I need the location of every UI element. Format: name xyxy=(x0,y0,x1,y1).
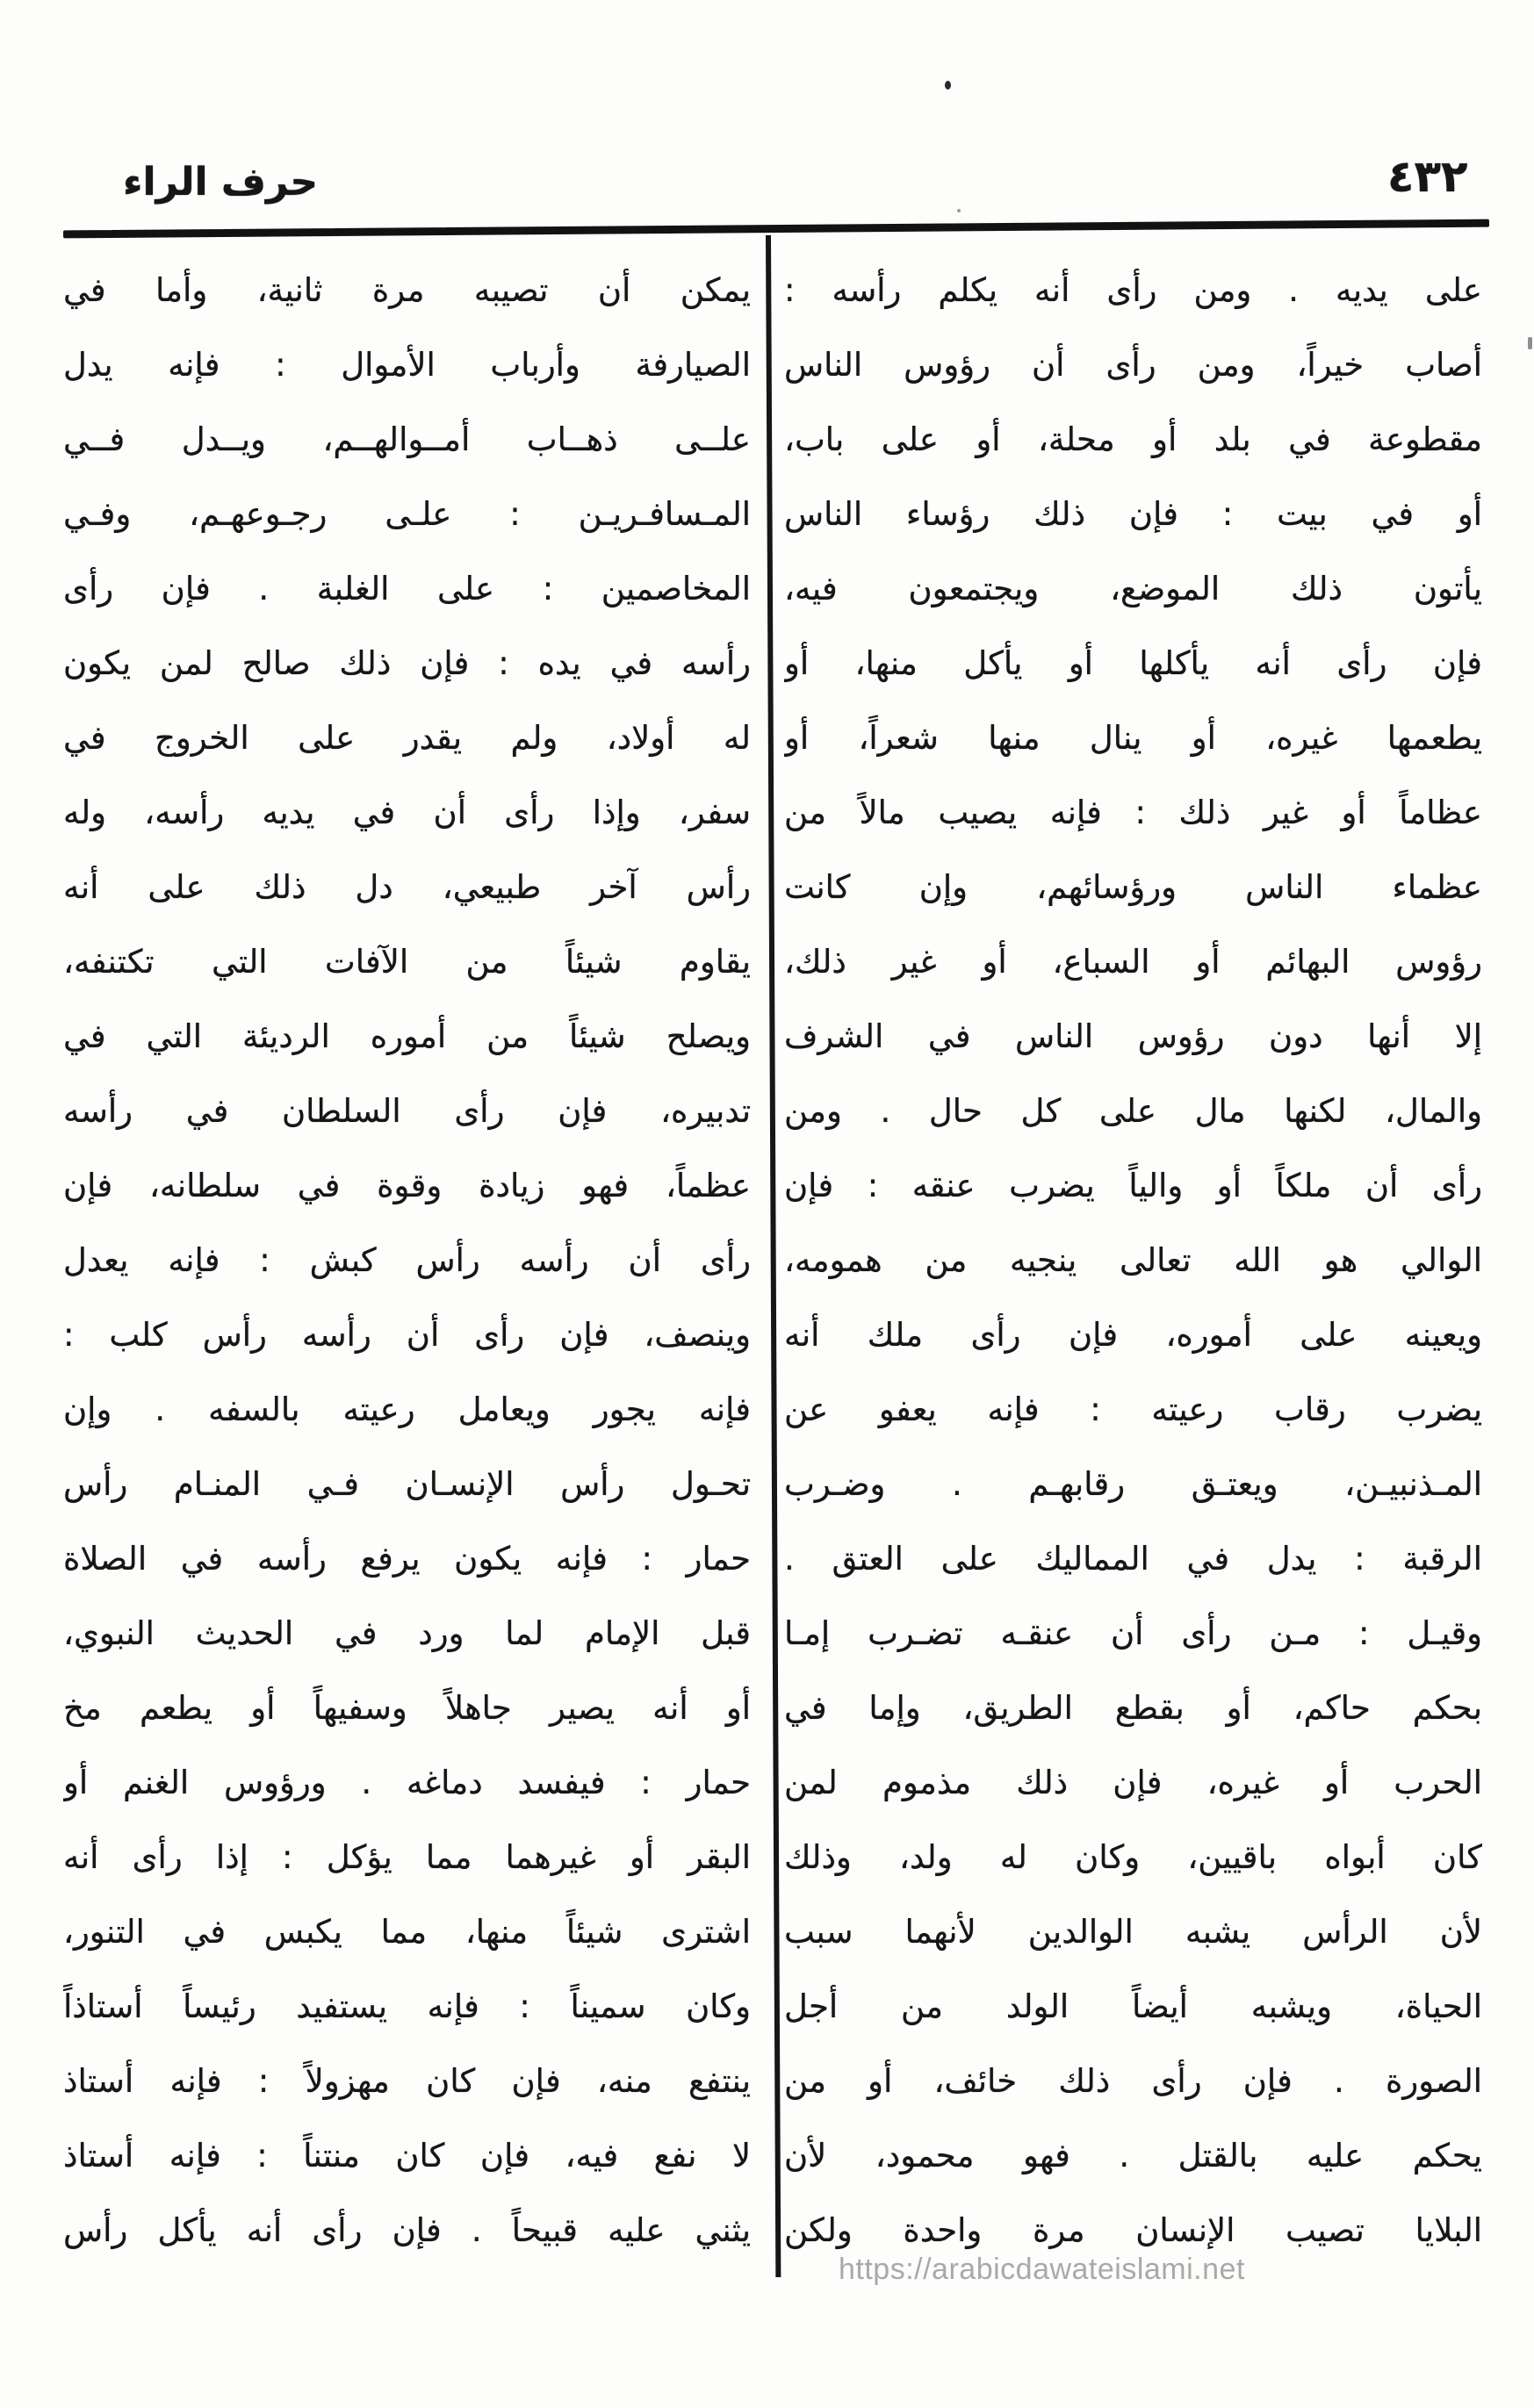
text-line: يمكن أن تصيبه مرة ثانية، وأما في xyxy=(63,271,751,309)
text-line: اشترى شيئاً منها، مما يكبس في التنور، xyxy=(63,1913,751,1951)
page-number: ٤٣٢ xyxy=(1387,151,1468,202)
text-line: يأتون ذلك الموضع، ويجتمعون فيه، xyxy=(784,570,1482,607)
column-divider-rule xyxy=(766,235,781,2277)
text-line: له أولاد، ولم يقدر على الخروج في xyxy=(63,719,751,757)
text-line: قبل الإمام لما ورد في الحديث النبوي، xyxy=(63,1614,751,1652)
text-line: رأى أن رأسه رأس كبش : فإنه يعدل xyxy=(63,1241,751,1279)
watermark-url: https://arabicdawateislami.net xyxy=(839,2253,1245,2286)
text-line: فإن رأى أنه يأكلها أو يأكل منها، أو xyxy=(784,644,1482,682)
text-line: حمار : فيفسد دماغه . ورؤوس الغنم أو xyxy=(63,1764,751,1801)
text-line: الرقبة : يدل في المماليك على العتق . xyxy=(784,1540,1482,1578)
header-rule xyxy=(63,219,1489,239)
text-line: الحرب أو غيره، فإن ذلك مذموم لمن xyxy=(784,1764,1482,1801)
text-line: عظماً، فهو زيادة وقوة في سلطانه، فإن xyxy=(63,1167,751,1204)
text-line: الصيارفة وأرباب الأموال : فإنه يدل xyxy=(63,346,751,384)
text-column-first xyxy=(784,253,1482,2268)
text-line: يحكم عليه بالقتل . فهو محمود، لأن xyxy=(784,2137,1482,2174)
ink-speck xyxy=(957,209,961,212)
text-line: وينصف، فإن رأى أن رأسه رأس كلب : xyxy=(63,1316,751,1354)
text-line: مقطوعة في بلد أو محلة، أو على باب، xyxy=(784,421,1482,458)
text-line: على يديه . ومن رأى أنه يكلم رأسه : xyxy=(784,271,1482,309)
text-line: البلايا تصيب الإنسان مرة واحدة ولكن xyxy=(784,2211,1482,2249)
text-line: يضرب رقاب رعيته : فإنه يعفو عن xyxy=(784,1391,1482,1428)
text-line: كان أبواه باقيين، وكان له ولد، وذلك xyxy=(784,1838,1482,1876)
text-line: الصورة . فإن رأى ذلك خائف، أو من xyxy=(784,2062,1482,2100)
text-line: الحياة، ويشبه أيضاً الولد من أجل xyxy=(784,1987,1482,2025)
text-line: والمال، لكنها مال على كل حال . ومن xyxy=(784,1092,1482,1130)
text-line: الوالي هو الله تعالى ينجيه من همومه، xyxy=(784,1241,1482,1279)
ink-speck xyxy=(1528,337,1532,349)
text-line: تدبيره، فإن رأى السلطان في رأسه xyxy=(63,1092,751,1130)
text-line: تحـول رأس الإنسـان فـي المنـام رأس xyxy=(63,1465,751,1503)
text-line: إلا أنها دون رؤوس الناس في الشرف xyxy=(784,1017,1482,1055)
text-line: المـذنبيـن، ويعتـق رقابهـم . وضـرب xyxy=(784,1465,1482,1503)
text-line: عظماء الناس ورؤسائهم، وإن كانت xyxy=(784,868,1482,906)
text-line: بحكم حاكم، أو بقطع الطريق، وإما في xyxy=(784,1689,1482,1727)
text-line: ويعينه على أموره، فإن رأى ملك أنه xyxy=(784,1316,1482,1354)
text-line: رأس آخر طبيعي، دل ذلك على أنه xyxy=(63,868,751,906)
text-line: سفر، وإذا رأى أن في يديه رأسه، وله xyxy=(63,794,751,831)
text-line: يقاوم شيئاً من الآفات التي تكتنفه، xyxy=(63,943,751,981)
text-line: البقر أو غيرهما مما يؤكل : إذا رأى أنه xyxy=(63,1838,751,1876)
ink-speck xyxy=(945,81,951,90)
text-line: المخاصمين : على الغلبة . فإن رأى xyxy=(63,570,751,607)
text-line: وقيـل : مـن رأى أن عنقـه تضـرب إمـا xyxy=(784,1614,1482,1652)
text-line: المـسافـريـن : علـى رجـوعهـم، وفـي xyxy=(63,495,751,533)
text-line: يطعمها غيره، أو ينال منها شعراً، أو xyxy=(784,719,1482,757)
text-line: رأى أن ملكاً أو والياً يضرب عنقه : فإن xyxy=(784,1167,1482,1204)
text-line: وكان سميناً : فإنه يستفيد رئيساً أستاذاً xyxy=(63,1987,751,2025)
text-line: ينتفع منه، فإن كان مهزولاً : فإنه أستاذ xyxy=(63,2062,751,2100)
text-line: رأسه في يده : فإن ذلك صالح لمن يكون xyxy=(63,644,751,682)
text-line: أو أنه يصير جاهلاً وسفيهاً أو يطعم مخ xyxy=(63,1689,751,1727)
text-line: أو في بيت : فإن ذلك رؤساء الناس xyxy=(784,495,1482,533)
text-line: حمار : فإنه يكون يرفع رأسه في الصلاة xyxy=(63,1540,751,1578)
text-line: يثني عليه قبيحاً . فإن رأى أنه يأكل رأس xyxy=(63,2211,751,2249)
running-head-chapter: حرف الراء xyxy=(123,160,319,205)
text-line: علــى ذهــاب أمــوالهــم، ويــدل فــي xyxy=(63,421,751,458)
text-line: رؤوس البهائم أو السباع، أو غير ذلك، xyxy=(784,943,1482,981)
text-line: أصاب خيراً، ومن رأى أن رؤوس الناس xyxy=(784,346,1482,384)
text-column-second xyxy=(63,253,751,2268)
text-line: ويصلح شيئاً من أموره الرديئة التي في xyxy=(63,1017,751,1055)
text-line: لا نفع فيه، فإن كان منتناً : فإنه أستاذ xyxy=(63,2137,751,2174)
text-line: عظاماً أو غير ذلك : فإنه يصيب مالاً من xyxy=(784,794,1482,831)
text-line: لأن الرأس يشبه الوالدين لأنهما سبب xyxy=(784,1913,1482,1951)
text-line: فإنه يجور ويعامل رعيته بالسفه . وإن xyxy=(63,1391,751,1428)
